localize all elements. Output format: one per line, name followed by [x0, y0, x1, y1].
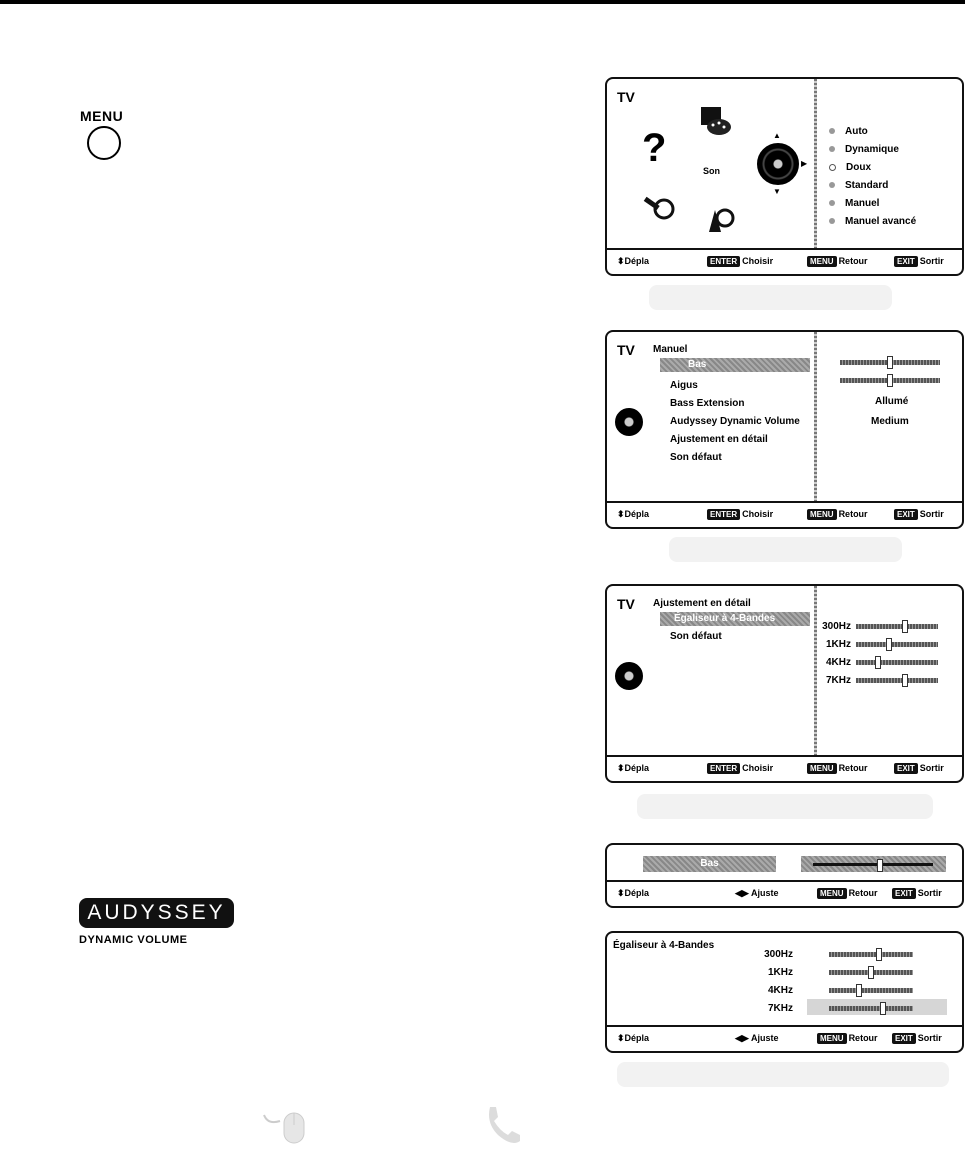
footer-back-label: Retour — [838, 509, 868, 519]
panel-footer — [607, 755, 962, 781]
footer-exit-label: Sortir — [917, 1033, 942, 1043]
sound-mode-option[interactable] — [829, 177, 916, 195]
panel-footer — [607, 501, 962, 527]
slider-knob[interactable] — [902, 674, 908, 687]
footer-move: ⬍Dépla — [617, 509, 650, 519]
menu-item-label: Bas — [688, 359, 707, 370]
band-label: 7KHz — [825, 675, 851, 686]
footer-move-label: Dépla — [624, 888, 650, 898]
option-label: Dynamique — [845, 144, 899, 155]
option-bullet — [829, 200, 835, 206]
footer-back — [817, 1033, 878, 1044]
menu-button-icon[interactable] — [87, 126, 121, 160]
panel-footer — [607, 1025, 962, 1051]
bas-slider-bar — [813, 863, 933, 866]
footer-back — [807, 763, 868, 774]
screen-sound-mode — [605, 77, 964, 276]
exit-key: EXIT — [894, 509, 918, 520]
band-slider[interactable] — [856, 678, 938, 683]
manual-menu-list — [670, 377, 800, 467]
footer-move: ⬍Dépla — [617, 888, 650, 898]
menu-item-label: Égaliseur à 4-Bandes — [674, 613, 776, 624]
bas-slider-track[interactable] — [801, 856, 946, 872]
band-labels — [819, 618, 851, 690]
footer-back-label: Retour — [838, 256, 868, 266]
sound-mode-option[interactable] — [829, 195, 916, 213]
option-label: Manuel avancé — [845, 216, 917, 227]
footer-back-label: Retour — [848, 1033, 878, 1043]
option-label: Manuel — [845, 198, 880, 209]
footer-move: ⬍Dépla — [617, 256, 650, 266]
footer-adjust-label: Ajuste — [751, 1033, 779, 1043]
bass-extension-value: Allumé — [875, 396, 909, 407]
footer-exit — [894, 509, 944, 520]
footer-adjust: ◀▶ Ajuste — [735, 1033, 779, 1043]
speaker-icon — [615, 662, 643, 690]
menu-item-equalizer-selected[interactable] — [660, 612, 810, 626]
menu-key: MENU — [807, 763, 837, 774]
footer-enter — [707, 509, 773, 520]
exit-key: EXIT — [892, 888, 916, 899]
caption-placeholder — [637, 794, 933, 819]
footer-back-label: Retour — [838, 763, 868, 773]
submenu-title: Ajustement en détail — [653, 598, 751, 609]
menu-item-aigus[interactable]: Aigus — [670, 380, 698, 391]
help-icon[interactable]: ? — [642, 126, 667, 170]
band-label: 1KHz — [825, 639, 851, 650]
footer-back — [807, 256, 868, 267]
audyssey-logo: AUDYSSEY — [79, 898, 234, 928]
footer-exit-label: Sortir — [919, 763, 944, 773]
band-label: 1KHz — [767, 967, 793, 978]
slider-knob[interactable] — [868, 966, 874, 979]
footer-exit-label: Sortir — [919, 509, 944, 519]
menu-key: MENU — [807, 256, 837, 267]
option-bullet — [829, 218, 835, 224]
menu-button-label: MENU — [80, 108, 124, 124]
menu-item-detail-adjust[interactable]: Ajustement en détail — [670, 434, 768, 445]
caption-placeholder — [617, 1062, 949, 1087]
footer-adjust-label: Ajuste — [751, 888, 779, 898]
menu-key: MENU — [807, 509, 837, 520]
band-slider[interactable] — [856, 660, 938, 665]
band-label: 4KHz — [767, 985, 793, 996]
slider-knob[interactable] — [875, 656, 881, 669]
band-slider[interactable] — [856, 642, 938, 647]
sound-menu-label: Son — [703, 166, 720, 176]
menu-item-bas-selected[interactable] — [660, 358, 810, 372]
exit-key: EXIT — [894, 763, 918, 774]
menu-key: MENU — [817, 1033, 847, 1044]
slider-knob[interactable] — [876, 948, 882, 961]
nav-up-arrow-icon: ▲ — [773, 131, 781, 140]
band-label: 7KHz — [767, 1003, 793, 1014]
top-rule — [0, 0, 965, 4]
band-label: 300Hz — [822, 621, 851, 632]
band-slider-selected[interactable] — [829, 1006, 913, 1011]
sound-mode-option[interactable] — [829, 123, 916, 141]
band-slider[interactable] — [829, 970, 913, 975]
nav-down-arrow-icon: ▼ — [773, 187, 781, 196]
slider-knob[interactable] — [887, 356, 893, 369]
audyssey-subtitle: DYNAMIC VOLUME — [79, 934, 188, 946]
nav-right-arrow-icon: ▶ — [801, 159, 808, 168]
sound-mode-list — [829, 123, 916, 231]
caption-placeholder — [649, 285, 892, 310]
footer-exit — [892, 1033, 942, 1044]
bas-label-selected[interactable]: Bas — [643, 856, 776, 872]
footer-back — [807, 509, 868, 520]
menu-key: MENU — [817, 888, 847, 899]
screen-detail-adjust — [605, 584, 964, 783]
enter-key: ENTER — [707, 763, 740, 774]
sound-dial-icon[interactable] — [757, 143, 799, 185]
exit-key: EXIT — [892, 1033, 916, 1044]
footer-exit-label: Sortir — [919, 256, 944, 266]
footer-back — [817, 888, 878, 899]
slider-knob[interactable] — [886, 638, 892, 651]
panel-divider — [814, 586, 817, 757]
footer-enter — [707, 256, 773, 267]
footer-move: ⬍Dépla — [617, 763, 650, 773]
option-label: Doux — [846, 162, 871, 173]
footer-exit-label: Sortir — [917, 888, 942, 898]
band-label: 300Hz — [764, 949, 793, 960]
footer-exit — [894, 763, 944, 774]
menu-item-dynamic-volume[interactable]: Audyssey Dynamic Volume — [670, 416, 800, 427]
slider-knob[interactable] — [877, 859, 883, 872]
option-bullet-selected — [829, 164, 836, 171]
footer-enter — [707, 763, 773, 774]
menu-item-sound-default[interactable]: Son défaut — [670, 452, 722, 463]
slider-knob[interactable] — [902, 620, 908, 633]
menu-item-bass-extension[interactable]: Bass Extension — [670, 398, 745, 409]
band-labels — [753, 946, 793, 1018]
panel-divider — [814, 79, 817, 250]
mouse-icon — [262, 1105, 310, 1145]
tv-label: TV — [617, 342, 635, 358]
option-bullet — [829, 182, 835, 188]
footer-exit — [892, 888, 942, 899]
band-slider[interactable] — [856, 624, 938, 629]
speaker-icon — [615, 408, 643, 436]
slider-knob[interactable] — [856, 984, 862, 997]
footer-move: ⬍Dépla — [617, 1033, 650, 1043]
caption-placeholder — [669, 537, 902, 562]
band-label: 4KHz — [825, 657, 851, 668]
exit-key: EXIT — [894, 256, 918, 267]
aigus-slider[interactable] — [840, 378, 940, 383]
footer-enter-label: Choisir — [742, 256, 774, 266]
picture-icon[interactable] — [699, 105, 733, 137]
bas-slider[interactable] — [840, 360, 940, 365]
enter-key: ENTER — [707, 256, 740, 267]
screen-4-band-equalizer — [605, 931, 964, 1053]
option-bullet — [829, 146, 835, 152]
footer-adjust: ◀▶ Ajuste — [735, 888, 779, 898]
tv-label: TV — [617, 596, 635, 612]
channel-icon[interactable] — [705, 204, 735, 234]
equalizer-title: Égaliseur à 4-Bandes — [613, 940, 715, 951]
screen-manual-sound — [605, 330, 964, 529]
sound-mode-option[interactable] — [829, 213, 916, 231]
enter-key: ENTER — [707, 509, 740, 520]
footer-move-label: Dépla — [624, 763, 650, 773]
menu-item-sound-default[interactable]: Son défaut — [670, 631, 722, 642]
footer-enter-label: Choisir — [742, 763, 774, 773]
screen-bass-adjust — [605, 843, 964, 908]
band-slider[interactable] — [829, 988, 913, 993]
footer-move-label: Dépla — [624, 256, 650, 266]
option-bullet — [829, 128, 835, 134]
option-label: Standard — [845, 180, 889, 191]
dynamic-volume-value: Medium — [871, 416, 909, 427]
footer-move-label: Dépla — [624, 509, 650, 519]
footer-move-label: Dépla — [624, 1033, 650, 1043]
phone-icon — [482, 1103, 522, 1147]
option-label: Auto — [845, 126, 868, 137]
tv-label: TV — [617, 89, 635, 105]
sound-mode-option[interactable] — [829, 141, 916, 159]
footer-back-label: Retour — [848, 888, 878, 898]
footer-enter-label: Choisir — [742, 509, 774, 519]
panel-footer — [607, 248, 962, 274]
submenu-title: Manuel — [653, 344, 688, 355]
panel-footer — [607, 880, 962, 906]
slider-knob[interactable] — [880, 1002, 886, 1015]
setup-icon[interactable] — [640, 193, 676, 223]
sound-mode-option-selected[interactable] — [829, 159, 916, 177]
slider-knob[interactable] — [887, 374, 893, 387]
panel-divider — [814, 332, 817, 503]
band-slider[interactable] — [829, 952, 913, 957]
footer-exit — [894, 256, 944, 267]
